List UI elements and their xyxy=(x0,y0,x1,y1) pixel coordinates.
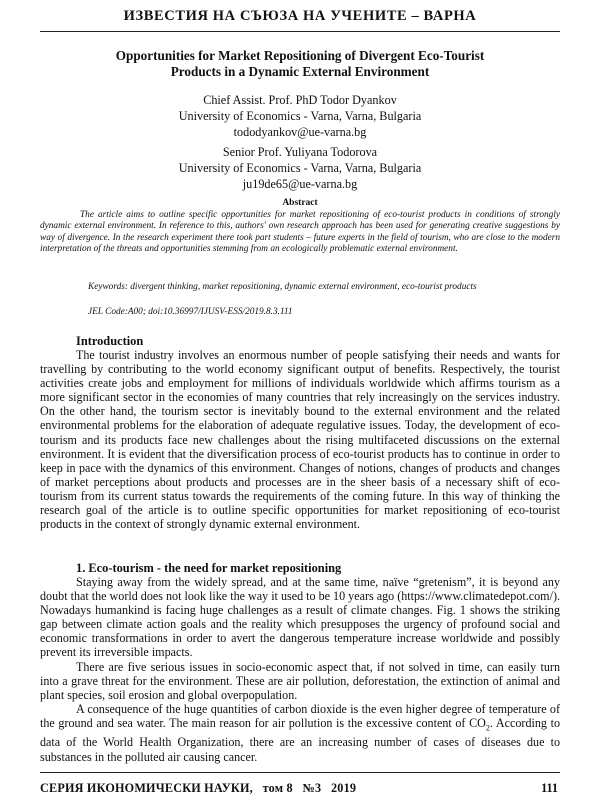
author-email: ju19de65@ue-varna.bg xyxy=(242,177,358,191)
page-number: 111 xyxy=(541,781,558,795)
header-rule xyxy=(40,31,560,32)
section1-paragraph-3 xyxy=(40,702,560,764)
title-line-1: Opportunities for Market Repositioning of Divergent Eco-Tourist xyxy=(115,48,485,63)
author-name: Senior Prof. Yuliyana Todorova xyxy=(222,145,378,159)
abstract-text: The article aims to outline specific opportunities for market repositioning of eco-tourist products in conditions of strongly dynamic external environment. In reference to this, authors' own research approach has been used for generating creative suggestions by way of divergence. In the research experiment there took part students – future experts in the field of tourism, who are close to the modern interpretation of the threats and opportunities stemming from an ecologically problematic external environment. xyxy=(40,210,560,255)
paper-title xyxy=(60,48,540,80)
co2-subscript: 2 xyxy=(485,723,490,733)
p3-text-after: . According to data of the World Health Organization, there are an increasing number of cases of diseases due to substances in the polluted air causing cancer. xyxy=(40,715,560,764)
author-affiliation: University of Economics - Varna, Varna, Bulgaria xyxy=(178,109,422,123)
footer-series: СЕРИЯ ИКОНОМИЧЕСКИ НАУКИ, том 8 №3 2019 xyxy=(40,781,357,795)
footer-rule xyxy=(40,772,560,773)
section1-heading: 1. Eco-tourism - the need for market repositioning xyxy=(76,561,342,575)
author-block-1 xyxy=(60,92,540,140)
section1-paragraph-1: Staying away from the widely spread, and at the same time, naïve “gretenism”, it is beyond any doubt that the world does not look like the way it used to be 10 years ago (https://www.climatedepot.com/). Nowadays humankind is facing huge challenges as a result of climate changes. Fig. 1 shows the striking gap between climate action goals and the reality which presupposes the urgency of profound social and economic transformations in order to avert the dangerous temperature increase worldwide and possibly prevent its irreversible impacts. xyxy=(40,575,560,660)
journal-header: ИЗВЕСТИЯ НА СЪЮЗА НА УЧЕНИТЕ – ВАРНА xyxy=(123,8,477,24)
introduction-paragraph: The tourist industry involves an enormous number of people satisfying their needs and wants for travelling by contributing to the world economy significant output of benefits. Respectively, the tourist activities create jobs and employment for millions of individuals worldwide which affirms tourism as a more significant sector in the economies of many countries that rely increasingly on the services industry. On the other hand, the tourism sector is inevitably bound to the external environment and the related environmental problems for the elaboration of adequate regulative issues. Today, the development of eco-tourism and its products face new challenges about the rising multifaceted discussions on the external environment. It is evident that the diversification process of eco-tourist products has to continue in order to keep in pace with the dynamics of this environment. Changes of notions, changes of products and changes of market perceptions about products and processes are in the sheer basis of a necessary shift of eco-tourism from its current status towards the requirements of the coming future. In this way of thinking the research goal of the article is to outline specific opportunities for market repositioning of eco-tourist products in the context of strongly dynamic external environment. xyxy=(40,348,560,532)
author-email: tododyankov@ue-varna.bg xyxy=(233,125,367,139)
introduction-heading: Introduction xyxy=(76,334,144,348)
title-line-2: Products in a Dynamic External Environment xyxy=(170,64,430,79)
keywords: Keywords: divergent thinking, market repositioning, dynamic external environment, eco-tourist products xyxy=(88,282,477,292)
jel-code: JEL Code:A00; doi:10.36997/IJUSV-ESS/2019.8.3.111 xyxy=(88,307,293,317)
section1-body xyxy=(40,575,560,764)
introduction-body xyxy=(40,348,560,531)
author-affiliation: University of Economics - Varna, Varna, Bulgaria xyxy=(178,161,422,175)
abstract-heading: Abstract xyxy=(282,198,318,208)
p3-text-before: A consequence of the huge quantities of carbon dioxide is the even higher degree of temperature of the ground and sea water. The main reason for air pollution is the excessive content of CO xyxy=(40,701,560,730)
author-block-2 xyxy=(60,144,540,192)
section1-paragraph-2: There are five serious issues in socio-economic aspect that, if not solved in time, can easily turn into a grave threat for the environment. These are air pollution, deforestation, the extinction of animal and plant species, soil erosion and global overpopulation. xyxy=(40,659,560,702)
author-name: Chief Assist. Prof. PhD Todor Dyankov xyxy=(203,93,397,107)
